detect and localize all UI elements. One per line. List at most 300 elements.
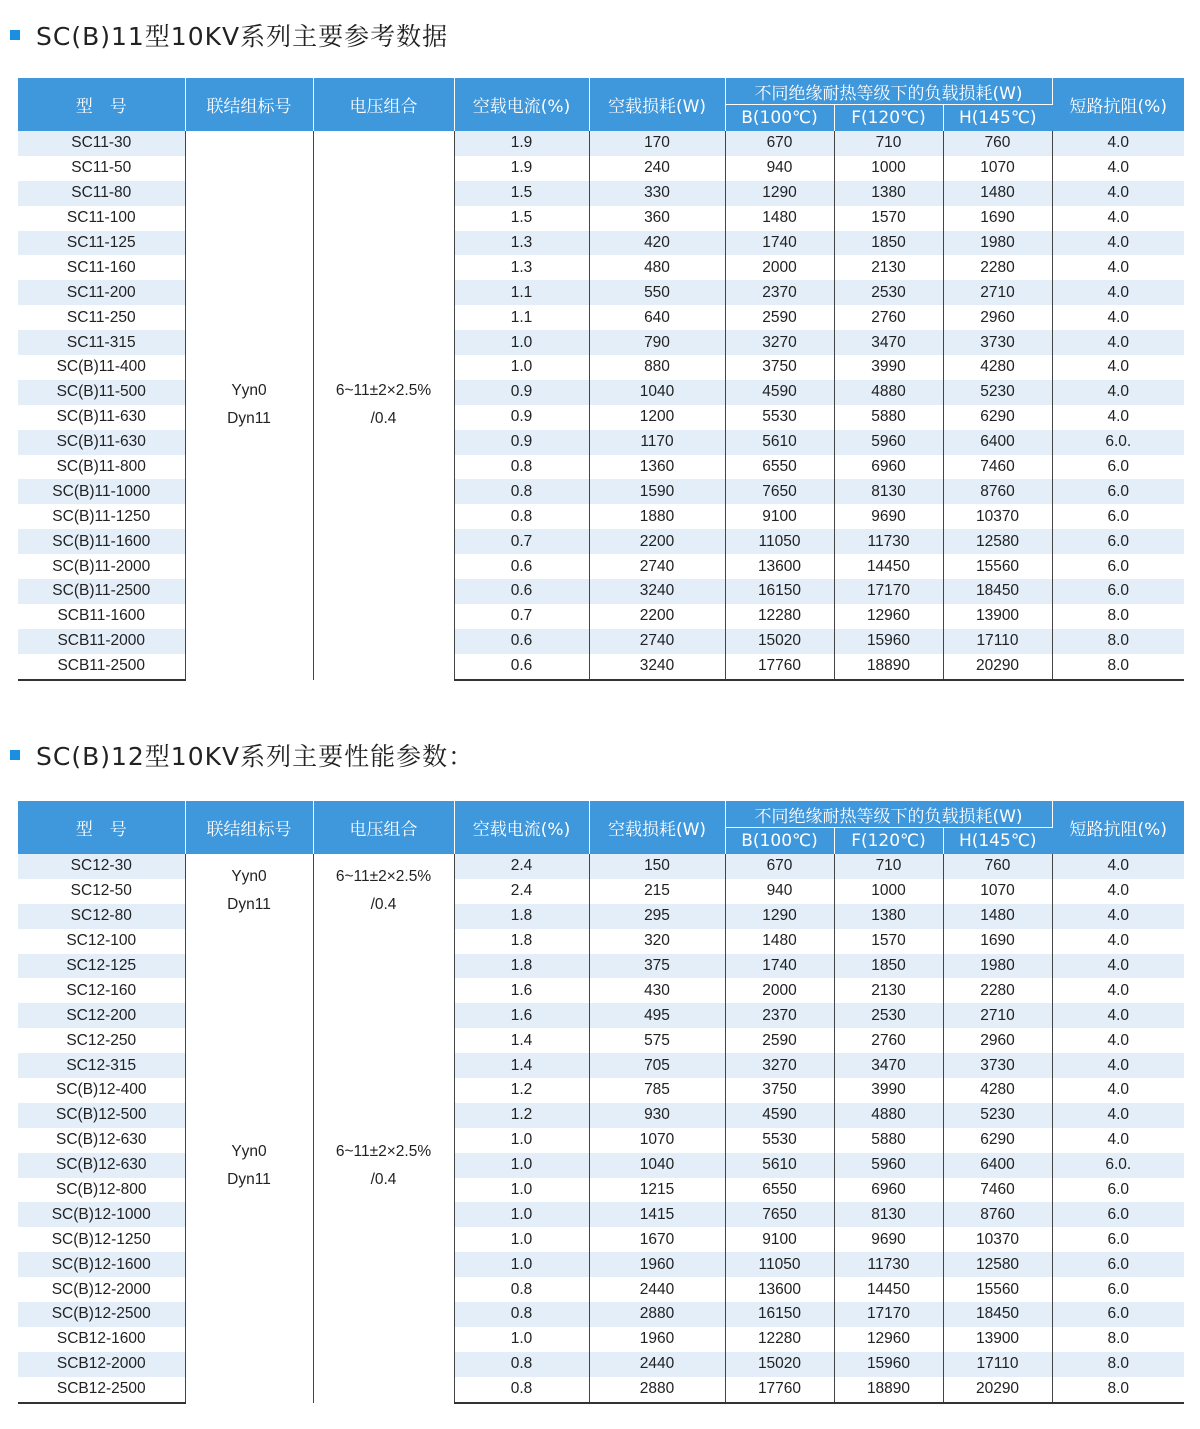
- load-f-cell: 5880: [834, 405, 943, 430]
- impedance-cell: 8.0: [1052, 1352, 1184, 1377]
- load-f-cell: 3470: [834, 330, 943, 355]
- noload-loss-cell: 790: [589, 330, 725, 355]
- load-f-cell: 11730: [834, 1252, 943, 1277]
- load-b-cell: 2590: [725, 1028, 834, 1053]
- impedance-cell: 4.0: [1107, 1081, 1130, 1099]
- model-cell: SC12-315: [18, 1053, 185, 1078]
- noload-current-cell: 1.0: [454, 355, 589, 380]
- model-cell: SC(B)12-2500: [18, 1302, 185, 1327]
- noload-current-cell: 0.8: [454, 1377, 589, 1403]
- model-cell: SC(B)11-2500: [18, 579, 185, 604]
- model-cell: SCB11-2500: [18, 654, 185, 680]
- spec-table-sc12: [18, 801, 1184, 1404]
- noload-current-cell: 0.8: [454, 479, 589, 504]
- load-b-cell: 13600: [725, 554, 834, 579]
- load-f-cell: 3470: [834, 1053, 943, 1078]
- impedance-cell: 4.0: [1052, 231, 1184, 256]
- section-title-text: SC(B)12型10KV系列主要性能参数：: [36, 742, 475, 771]
- load-h-cell: 1690: [943, 206, 1052, 231]
- impedance-cell: 4.0: [1107, 1031, 1130, 1049]
- model-cell: SC(B)12-1000: [18, 1202, 185, 1227]
- load-b-cell: 940: [725, 156, 834, 181]
- impedance-cell: 4.0: [1052, 380, 1184, 405]
- load-b-cell: 7650: [725, 1202, 834, 1227]
- load-h-cell: 12580: [943, 1252, 1052, 1277]
- model-cell: SC(B)11-1000: [18, 479, 185, 504]
- load-f-cell: 1380: [834, 904, 943, 929]
- load-h-cell: 10370: [943, 1227, 1052, 1252]
- model-cell: SC12-30: [18, 854, 185, 879]
- model-cell: SC11-200: [18, 280, 185, 305]
- load-f-cell: 14450: [834, 1277, 943, 1302]
- load-h-cell: 15560: [943, 554, 1052, 579]
- load-b-cell: 4590: [725, 1103, 834, 1128]
- noload-current-cell: 2.4: [454, 854, 589, 879]
- model-cell: SC(B)12-1600: [18, 1252, 185, 1277]
- impedance-cell: 4.0: [1107, 981, 1130, 999]
- noload-current-cell: 2.4: [454, 879, 589, 904]
- impedance-cell: 4.0: [1052, 1053, 1184, 1078]
- model-cell: SC(B)11-630: [18, 405, 185, 430]
- noload-current-cell: 0.7: [454, 604, 589, 629]
- model-cell: SC(B)12-400: [18, 1078, 185, 1103]
- load-b-cell: 2000: [725, 255, 834, 280]
- impedance-cell: 6.0: [1107, 507, 1130, 525]
- model-cell: SC12-100: [18, 929, 185, 954]
- load-f-cell: 5880: [834, 1128, 943, 1153]
- noload-current-cell: 1.3: [454, 255, 589, 280]
- load-h-cell: 6400: [943, 430, 1052, 455]
- impedance-cell: 6.0: [1052, 1302, 1184, 1327]
- model-cell: SC(B)11-800: [18, 455, 185, 480]
- load-b-cell: 2370: [725, 280, 834, 305]
- square-bullet-icon: [10, 30, 20, 40]
- model-cell: SC12-50: [18, 879, 185, 904]
- load-f-cell: 5960: [834, 430, 943, 455]
- load-b-cell: 5530: [725, 1128, 834, 1153]
- impedance-cell: 6.0: [1052, 579, 1184, 604]
- impedance-cell: 4.0: [1052, 854, 1184, 879]
- table-row: [18, 854, 1184, 879]
- noload-loss-cell: 295: [589, 904, 725, 929]
- noload-current-cell: 1.0: [454, 330, 589, 355]
- noload-loss-cell: 1040: [589, 1153, 725, 1178]
- load-f-cell: 11730: [834, 529, 943, 554]
- load-h-cell: 17110: [943, 1352, 1052, 1377]
- load-b-cell: 7650: [725, 479, 834, 504]
- model-cell: SC(B)11-400: [18, 355, 185, 380]
- impedance-cell: 6.0: [1052, 1202, 1184, 1227]
- load-h-cell: 2710: [943, 280, 1052, 305]
- impedance-cell: 4.0: [1107, 1131, 1130, 1149]
- noload-loss-cell: 430: [589, 978, 725, 1003]
- header-noload-current: 空载电流(%): [454, 78, 589, 131]
- load-b-cell: 3270: [725, 1053, 834, 1078]
- noload-current-cell: 0.8: [454, 1352, 589, 1377]
- load-f-cell: 9690: [834, 504, 943, 529]
- impedance-cell: 6.0: [1107, 1230, 1130, 1248]
- load-b-cell: 6550: [725, 1178, 834, 1203]
- impedance-cell: 4.0: [1052, 330, 1184, 355]
- load-h-cell: 2710: [943, 1003, 1052, 1028]
- header-model: 型 号: [18, 78, 185, 131]
- model-cell: SC(B)11-1600: [18, 529, 185, 554]
- load-f-cell: 6960: [834, 1178, 943, 1203]
- noload-loss-cell: 2880: [589, 1377, 725, 1403]
- noload-loss-cell: 880: [589, 355, 725, 380]
- noload-current-cell: 1.8: [454, 929, 589, 954]
- noload-current-cell: 1.1: [454, 305, 589, 330]
- model-cell: SC11-315: [18, 330, 185, 355]
- load-f-cell: 17170: [834, 1302, 943, 1327]
- voltage-combo-cell: [313, 131, 454, 680]
- merged-cell-line: /0.4: [370, 1170, 397, 1188]
- model-cell: SC(B)11-1250: [18, 504, 185, 529]
- noload-loss-cell: 375: [589, 954, 725, 979]
- noload-loss-cell: 1070: [589, 1128, 725, 1153]
- noload-current-cell: 0.6: [454, 579, 589, 604]
- header-impedance: 短路抗阻(%): [1052, 78, 1184, 131]
- header-model: 型 号: [18, 801, 185, 854]
- load-f-cell: 12960: [834, 604, 943, 629]
- load-b-cell: 17760: [725, 1377, 834, 1403]
- model-cell: SC12-125: [18, 954, 185, 979]
- noload-current-cell: 1.9: [454, 156, 589, 181]
- model-cell: SC11-80: [18, 181, 185, 206]
- noload-current-cell: 0.9: [454, 430, 589, 455]
- merged-cell-line: Dyn11: [227, 410, 271, 428]
- load-h-cell: 2960: [943, 305, 1052, 330]
- load-f-cell: 1850: [834, 231, 943, 256]
- load-h-cell: 6290: [943, 1128, 1052, 1153]
- noload-current-cell: 0.8: [454, 455, 589, 480]
- impedance-cell: 6.0: [1052, 479, 1184, 504]
- noload-loss-cell: 1590: [589, 479, 725, 504]
- noload-loss-cell: 930: [589, 1103, 725, 1128]
- load-h-cell: 20290: [943, 1377, 1052, 1403]
- noload-current-cell: 1.4: [454, 1053, 589, 1078]
- square-bullet-icon: [10, 750, 20, 760]
- section-title-text: SC(B)11型10KV系列主要参考数据: [36, 22, 449, 51]
- impedance-cell: 4.0: [1052, 131, 1184, 156]
- noload-loss-cell: 3240: [589, 654, 725, 680]
- load-h-cell: 8760: [943, 1202, 1052, 1227]
- noload-loss-cell: 150: [589, 854, 725, 879]
- spec-table-sc11: [18, 78, 1184, 681]
- load-b-cell: 1480: [725, 206, 834, 231]
- model-cell: SC11-250: [18, 305, 185, 330]
- load-h-cell: 4280: [943, 355, 1052, 380]
- header-noload-loss: 空载损耗(W): [589, 78, 725, 131]
- load-h-cell: 760: [943, 854, 1052, 879]
- load-b-cell: 16150: [725, 579, 834, 604]
- impedance-cell: 4.0: [1107, 408, 1130, 426]
- load-b-cell: 670: [725, 131, 834, 156]
- noload-loss-cell: 640: [589, 305, 725, 330]
- load-f-cell: 5960: [834, 1153, 943, 1178]
- impedance-cell: 4.0: [1107, 308, 1130, 326]
- load-h-cell: 1980: [943, 231, 1052, 256]
- model-cell: SC12-250: [18, 1028, 185, 1053]
- load-f-cell: 2760: [834, 305, 943, 330]
- impedance-cell: 6.0: [1052, 529, 1184, 554]
- header-connection: 联结组标号: [185, 78, 313, 131]
- impedance-cell: 4.0: [1107, 209, 1130, 227]
- noload-current-cell: 1.4: [454, 1028, 589, 1053]
- load-h-cell: 18450: [943, 579, 1052, 604]
- load-b-cell: 1290: [725, 904, 834, 929]
- voltage-combo-cell: [313, 929, 454, 1403]
- load-f-cell: 1000: [834, 879, 943, 904]
- header-voltage: 电压组合: [313, 801, 454, 854]
- noload-current-cell: 1.5: [454, 206, 589, 231]
- impedance-cell: 4.0: [1052, 280, 1184, 305]
- load-b-cell: 3750: [725, 355, 834, 380]
- noload-loss-cell: 2740: [589, 554, 725, 579]
- noload-current-cell: 1.3: [454, 231, 589, 256]
- merged-cell-line: /0.4: [370, 896, 397, 914]
- impedance-cell: 4.0: [1107, 159, 1130, 177]
- header-load-h: H(145℃): [943, 105, 1052, 132]
- noload-loss-cell: 550: [589, 280, 725, 305]
- merged-cell-line: 6~11±2×2.5%: [335, 382, 432, 400]
- load-b-cell: 11050: [725, 529, 834, 554]
- load-f-cell: 4880: [834, 1103, 943, 1128]
- load-f-cell: 12960: [834, 1327, 943, 1352]
- merged-cell-line: Dyn11: [227, 1170, 271, 1188]
- impedance-cell: 6.0.: [1052, 1153, 1184, 1178]
- noload-current-cell: 1.5: [454, 181, 589, 206]
- noload-loss-cell: 1415: [589, 1202, 725, 1227]
- noload-current-cell: 1.0: [454, 1153, 589, 1178]
- merged-cell-line: Dyn11: [227, 896, 271, 914]
- impedance-cell: 8.0: [1052, 1377, 1184, 1403]
- load-b-cell: 940: [725, 879, 834, 904]
- model-cell: SC(B)12-2000: [18, 1277, 185, 1302]
- load-h-cell: 5230: [943, 1103, 1052, 1128]
- load-b-cell: 670: [725, 854, 834, 879]
- noload-current-cell: 1.0: [454, 1178, 589, 1203]
- load-h-cell: 18450: [943, 1302, 1052, 1327]
- load-f-cell: 6960: [834, 455, 943, 480]
- noload-current-cell: 1.2: [454, 1103, 589, 1128]
- load-b-cell: 16150: [725, 1302, 834, 1327]
- noload-current-cell: 0.9: [454, 380, 589, 405]
- impedance-cell: 6.0.: [1052, 430, 1184, 455]
- load-f-cell: 3990: [834, 1078, 943, 1103]
- load-f-cell: 2530: [834, 1003, 943, 1028]
- load-h-cell: 1070: [943, 879, 1052, 904]
- noload-current-cell: 1.8: [454, 954, 589, 979]
- load-h-cell: 1070: [943, 156, 1052, 181]
- load-h-cell: 8760: [943, 479, 1052, 504]
- connection-group-cell: [185, 131, 313, 680]
- load-h-cell: 2960: [943, 1028, 1052, 1053]
- noload-loss-cell: 1960: [589, 1327, 725, 1352]
- load-h-cell: 5230: [943, 380, 1052, 405]
- impedance-cell: 4.0: [1107, 932, 1130, 950]
- noload-current-cell: 1.6: [454, 978, 589, 1003]
- header-noload-current: 空载电流(%): [454, 801, 589, 854]
- header-load-b: B(100℃): [725, 828, 834, 855]
- impedance-cell: 6.0: [1107, 1181, 1130, 1199]
- merged-cell-line: /0.4: [370, 410, 397, 428]
- noload-loss-cell: 1170: [589, 430, 725, 455]
- load-h-cell: 13900: [943, 604, 1052, 629]
- header-load-h: H(145℃): [943, 828, 1052, 855]
- load-b-cell: 1740: [725, 954, 834, 979]
- load-f-cell: 8130: [834, 479, 943, 504]
- model-cell: SC11-160: [18, 255, 185, 280]
- load-b-cell: 1740: [725, 231, 834, 256]
- model-cell: SC11-125: [18, 231, 185, 256]
- noload-current-cell: 0.7: [454, 529, 589, 554]
- noload-loss-cell: 215: [589, 879, 725, 904]
- load-f-cell: 2130: [834, 978, 943, 1003]
- noload-loss-cell: 495: [589, 1003, 725, 1028]
- impedance-cell: 6.0: [1052, 1252, 1184, 1277]
- model-cell: SC12-200: [18, 1003, 185, 1028]
- noload-current-cell: 0.6: [454, 654, 589, 680]
- noload-loss-cell: 1215: [589, 1178, 725, 1203]
- load-b-cell: 5610: [725, 430, 834, 455]
- impedance-cell: 8.0: [1052, 629, 1184, 654]
- load-b-cell: 5530: [725, 405, 834, 430]
- noload-loss-cell: 1040: [589, 380, 725, 405]
- model-cell: SC11-50: [18, 156, 185, 181]
- table-row: [18, 929, 1184, 954]
- noload-loss-cell: 330: [589, 181, 725, 206]
- noload-current-cell: 0.8: [454, 1277, 589, 1302]
- noload-current-cell: 1.0: [454, 1327, 589, 1352]
- impedance-cell: 4.0: [1107, 358, 1130, 376]
- header-load-loss-group: 不同绝缘耐热等级下的负载损耗(W): [725, 78, 1052, 105]
- noload-current-cell: 0.8: [454, 1302, 589, 1327]
- load-f-cell: 710: [834, 854, 943, 879]
- noload-current-cell: 0.9: [454, 405, 589, 430]
- noload-loss-cell: 575: [589, 1028, 725, 1053]
- load-h-cell: 10370: [943, 504, 1052, 529]
- load-b-cell: 17760: [725, 654, 834, 680]
- load-b-cell: 1480: [725, 929, 834, 954]
- load-f-cell: 2530: [834, 280, 943, 305]
- noload-loss-cell: 170: [589, 131, 725, 156]
- noload-loss-cell: 1880: [589, 504, 725, 529]
- load-f-cell: 15960: [834, 629, 943, 654]
- load-b-cell: 5610: [725, 1153, 834, 1178]
- noload-current-cell: 0.6: [454, 554, 589, 579]
- noload-loss-cell: 360: [589, 206, 725, 231]
- model-cell: SC11-100: [18, 206, 185, 231]
- load-h-cell: 1690: [943, 929, 1052, 954]
- load-b-cell: 4590: [725, 380, 834, 405]
- noload-loss-cell: 420: [589, 231, 725, 256]
- impedance-cell: 8.0: [1107, 1330, 1130, 1348]
- load-f-cell: 15960: [834, 1352, 943, 1377]
- model-cell: SC(B)11-630: [18, 430, 185, 455]
- load-f-cell: 1570: [834, 929, 943, 954]
- model-cell: SC(B)12-500: [18, 1103, 185, 1128]
- table-body: [18, 131, 1184, 680]
- table-row: [18, 131, 1184, 156]
- noload-current-cell: 1.0: [454, 1202, 589, 1227]
- impedance-cell: 8.0: [1052, 654, 1184, 680]
- model-cell: SC(B)11-2000: [18, 554, 185, 579]
- noload-loss-cell: 480: [589, 255, 725, 280]
- model-cell: SCB12-1600: [18, 1327, 185, 1352]
- impedance-cell: 4.0: [1052, 954, 1184, 979]
- load-h-cell: 17110: [943, 629, 1052, 654]
- model-cell: SC(B)12-630: [18, 1153, 185, 1178]
- noload-loss-cell: 705: [589, 1053, 725, 1078]
- impedance-cell: 6.0: [1107, 1280, 1130, 1298]
- load-f-cell: 17170: [834, 579, 943, 604]
- load-h-cell: 12580: [943, 529, 1052, 554]
- model-cell: SC12-80: [18, 904, 185, 929]
- model-cell: SC(B)12-800: [18, 1178, 185, 1203]
- header-load-b: B(100℃): [725, 105, 834, 132]
- impedance-cell: 8.0: [1107, 607, 1130, 625]
- voltage-combo-cell: [313, 854, 454, 929]
- merged-cell-line: Yyn0: [231, 868, 267, 886]
- load-h-cell: 7460: [943, 455, 1052, 480]
- load-b-cell: 9100: [725, 1227, 834, 1252]
- noload-current-cell: 1.0: [454, 1252, 589, 1277]
- model-cell: SCB12-2500: [18, 1377, 185, 1403]
- load-b-cell: 15020: [725, 1352, 834, 1377]
- noload-loss-cell: 2200: [589, 604, 725, 629]
- load-h-cell: 1480: [943, 904, 1052, 929]
- load-h-cell: 1980: [943, 954, 1052, 979]
- model-cell: SC(B)12-630: [18, 1128, 185, 1153]
- noload-loss-cell: 2200: [589, 529, 725, 554]
- load-f-cell: 3990: [834, 355, 943, 380]
- load-h-cell: 760: [943, 131, 1052, 156]
- load-b-cell: 2000: [725, 978, 834, 1003]
- load-f-cell: 710: [834, 131, 943, 156]
- load-f-cell: 8130: [834, 1202, 943, 1227]
- noload-loss-cell: 1670: [589, 1227, 725, 1252]
- load-f-cell: 9690: [834, 1227, 943, 1252]
- impedance-cell: 4.0: [1107, 258, 1130, 276]
- header-load-loss-group: 不同绝缘耐热等级下的负载损耗(W): [725, 801, 1052, 828]
- load-h-cell: 7460: [943, 1178, 1052, 1203]
- load-h-cell: 4280: [943, 1078, 1052, 1103]
- merged-cell-line: Yyn0: [231, 382, 267, 400]
- load-h-cell: 2280: [943, 255, 1052, 280]
- header-connection: 联结组标号: [185, 801, 313, 854]
- load-h-cell: 2280: [943, 978, 1052, 1003]
- noload-loss-cell: 240: [589, 156, 725, 181]
- load-b-cell: 12280: [725, 604, 834, 629]
- connection-group-cell: [185, 854, 313, 929]
- load-f-cell: 1000: [834, 156, 943, 181]
- load-b-cell: 9100: [725, 504, 834, 529]
- impedance-cell: 4.0: [1107, 882, 1130, 900]
- noload-current-cell: 0.8: [454, 504, 589, 529]
- load-f-cell: 1380: [834, 181, 943, 206]
- model-cell: SC12-160: [18, 978, 185, 1003]
- load-b-cell: 12280: [725, 1327, 834, 1352]
- model-cell: SCB12-2000: [18, 1352, 185, 1377]
- header-noload-loss: 空载损耗(W): [589, 801, 725, 854]
- noload-loss-cell: 2440: [589, 1352, 725, 1377]
- noload-current-cell: 1.1: [454, 280, 589, 305]
- noload-loss-cell: 2880: [589, 1302, 725, 1327]
- noload-loss-cell: 320: [589, 929, 725, 954]
- header-voltage: 电压组合: [313, 78, 454, 131]
- load-f-cell: 4880: [834, 380, 943, 405]
